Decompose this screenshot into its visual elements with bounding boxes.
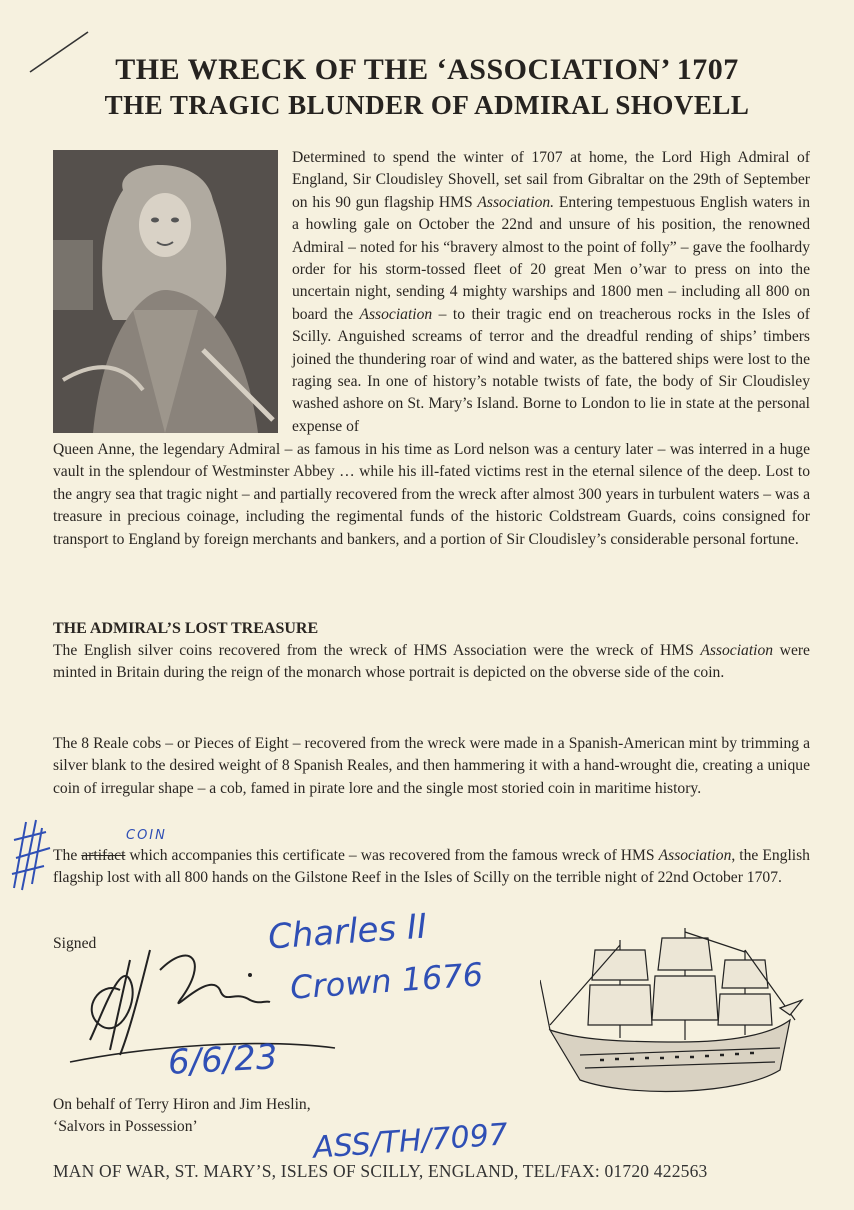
treasure-heading: THE ADMIRAL’S LOST TREASURE <box>53 620 319 637</box>
footer-address: MAN OF WAR, ST. MARY’S, ISLES OF SCILLY, ENGLAND, TEL/FAX: 01720 422563 <box>53 1161 708 1181</box>
signed-label: Signed <box>53 935 97 952</box>
admiral-portrait-image <box>53 150 278 433</box>
handwritten-coin: COIN <box>126 828 167 843</box>
handwritten-coin-type: Crown 1676 <box>288 955 485 1007</box>
page-subtitle: THE TRAGIC BLUNDER OF ADMIRAL SHOVELL <box>104 90 750 120</box>
certificate-paragraph: The artifact which accompanies this certificate – was recovered from the famous wreck of HMS Association, the English flagship lost with all 800 hands on the Gilstone Reef in the Isles of Scilly on the terrible night of 22nd October 1707. <box>53 847 810 887</box>
intro-paragraph: Determined to spend the winter of 1707 at home, the Lord High Admiral of England, Sir Cloudisley Shovell, set sail from Gibraltar on the 29th of September on his 90 gun flagship HMS Association. Entering tempestuous English waters in a howling gale on October the 22nd and unsure of his position, the renowned Admiral – noted for his “bravery almost to the point of folly” – gave the foolhardy order for his storm-tossed fleet of 20 great Men o’war to press on into the uncertain night, sending 4 mighty warships and 1800 men – including all 800 on board the Association – to their tragic end on treacherous rocks in the Isles of Scilly. Anguished screams of terror and the dreadful rending of ships’ timbers joined the thundering roar of wind and water, as the battered ships were lost to the raging sea. In one of history’s notable twists of fate, the body of Sir Cloudisley washed ashore on St. Mary’s Island. Borne to London to lie in state at the personal expense of <box>292 149 810 435</box>
behalf-text <box>53 1094 311 1138</box>
english-coins-paragraph: The English silver coins recovered from the wreck of HMS Association were the wreck of HMS Association were minted in Britain during the reign of the monarch whose portrait is depicted on the obverse side of the coin. <box>53 642 810 682</box>
reale-cobs-paragraph: The 8 Reale cobs – or Pieces of Eight – recovered from the wreck were made in a Spanish-American mint by trimming a silver blank to the desired weight of 8 Spanish Reales, and then hammering it with a hand-wrought die, creating a unique coin of irregular shape – a cob, famed in pirate lore and the single most storied coin in maritime history. <box>53 735 810 797</box>
pen-doodle <box>6 818 54 892</box>
struck-word: artifact <box>81 847 126 864</box>
handwritten-date: 6/6/23 <box>167 1037 279 1083</box>
handwritten-monarch: Charles II <box>266 906 429 958</box>
behalf-line-1: On behalf of Terry Hiron and Jim Heslin, <box>53 1096 311 1113</box>
intro-paragraph-continued: Queen Anne, the legendary Admiral – as famous in his time as Lord nelson was a century later – was interred in a huge vault in the splendour of Westminster Abbey … while his ill-fated victims rest in the eternal silence of the deep. Lost to the angry sea that tragic night – and partially recovered from the wreck after almost 300 years in turbulent waters – was a treasure in precious coinage, including the regimental funds of the historic Coldstream Guards, coins consigned for transport to England by foreign merchants and bankers, and a portion of Sir Cloudisley’s considerable personal fortune. <box>53 441 810 548</box>
page-title: THE WRECK OF THE ‘ASSOCIATION’ 1707 <box>115 53 739 86</box>
sailing-ship-illustration <box>540 920 810 1120</box>
handwritten-reference: ASS/TH/7097 <box>312 1117 509 1166</box>
behalf-line-2: ‘Salvors in Possession’ <box>53 1118 198 1135</box>
